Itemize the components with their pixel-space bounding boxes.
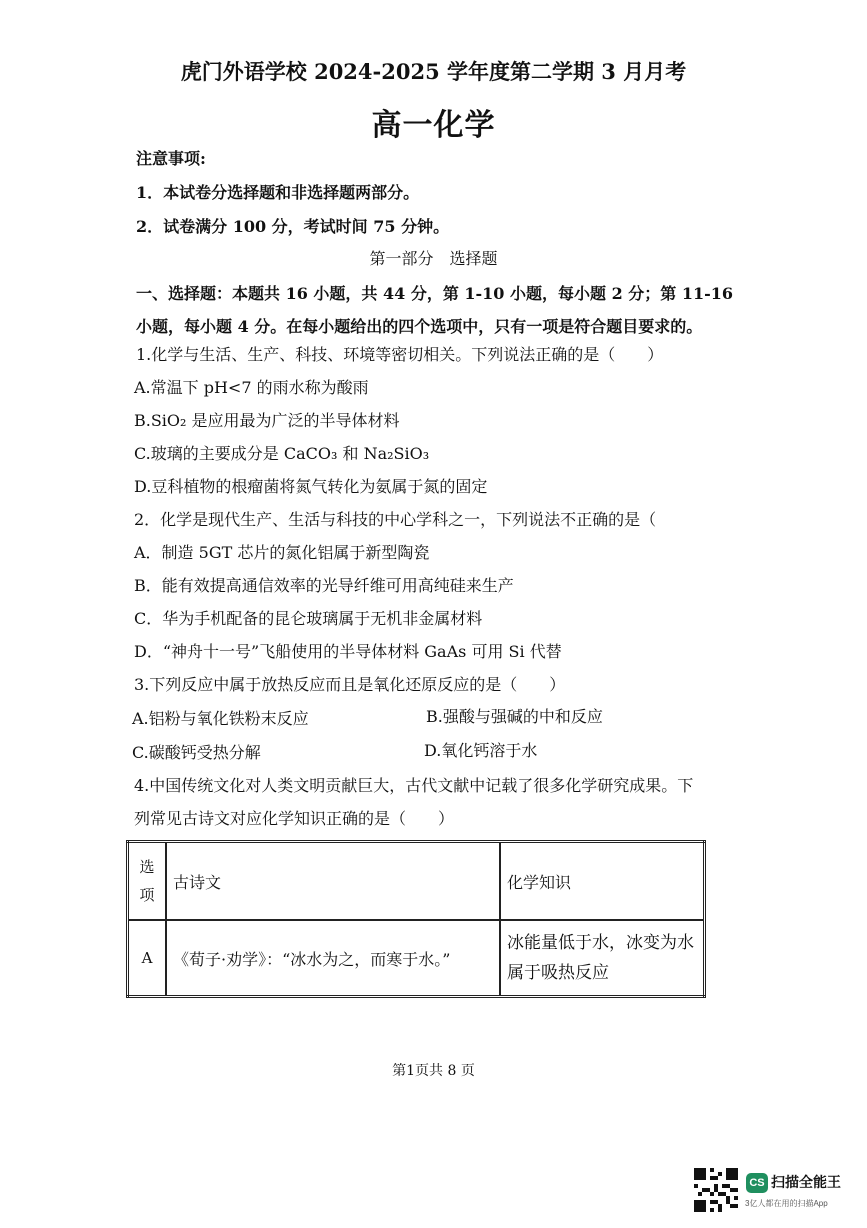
question-4-table: [126, 840, 706, 998]
subject-title: 高一化学: [371, 108, 496, 143]
question-3-option-b: B.强酸与强碱的中和反应: [426, 707, 603, 726]
page-number: 第1页共 8 页: [392, 1063, 475, 1079]
note-item-2: 2．试卷满分 100 分，考试时间 75 分钟。: [136, 217, 450, 236]
question-3-option-c: C.碳酸钙受热分解: [132, 743, 261, 762]
question-2-option-d: D．“神舟十一号”飞船使用的半导体材料 GaAs 可用 Si 代替: [134, 642, 562, 661]
qr-code-icon: [694, 1168, 738, 1212]
notes-heading: 注意事项:: [136, 149, 206, 168]
section-instruction-line2: 小题，每小题 4 分。在每小题给出的四个选项中，只有一项是符合题目要求的。: [136, 317, 703, 336]
table-header-option: 选项: [128, 842, 167, 921]
question-3-option-d: D.氧化钙溶于水: [424, 741, 538, 760]
part-title: 第一部分 选择题: [369, 249, 498, 268]
table-cell-poem: 《荀子·劝学》：“冰水为之，而寒于水。”: [166, 920, 500, 997]
table-header-knowledge: 化学知识: [500, 842, 705, 921]
table-cell-option: A: [128, 920, 167, 997]
question-4-stem-line2: 列常见古诗文对应化学知识正确的是（ ）: [134, 809, 455, 828]
question-2-option-c: C．华为手机配备的昆仑玻璃属于无机非金属材料: [134, 609, 483, 628]
table-row: [128, 920, 705, 997]
question-3-option-a: A.铝粉与氧化铁粉末反应: [132, 709, 309, 728]
question-3-stem: 3.下列反应中属于放热反应而且是氧化还原反应的是（ ）: [134, 675, 566, 694]
section-instruction-line1: 一、选择题：本题共 16 小题，共 44 分，第 1-10 小题，每小题 2 分；第 11-16: [136, 284, 734, 303]
table-header-row: [128, 842, 705, 921]
question-1-option-c: C.玻璃的主要成分是 CaCO₃ 和 Na₂SiO₃: [134, 444, 430, 463]
question-2-option-a: A．制造 5GT 芯片的氮化铝属于新型陶瓷: [134, 543, 430, 562]
camscanner-logo: CS: [746, 1173, 768, 1193]
camscanner-app-name: 扫描全能王: [771, 1174, 841, 1190]
table-header-poem: 古诗文: [166, 842, 500, 921]
question-1-stem: 1.化学与生活、生产、科技、环境等密切相关。下列说法正确的是（ ）: [136, 345, 664, 364]
exam-title: 虎门外语学校 2024-2025 学年度第二学期 3 月月考: [180, 59, 687, 84]
question-1-option-b: B.SiO₂ 是应用最为广泛的半导体材料: [134, 411, 400, 430]
question-2-option-b: B．能有效提高通信效率的光导纤维可用高纯硅来生产: [134, 576, 514, 595]
question-1-option-a: A.常温下 pH<7 的雨水称为酸雨: [134, 378, 369, 397]
table-cell-knowledge: 冰能量低于水，冰变为水属于吸热反应: [500, 920, 705, 997]
question-2-stem: 2．化学是现代生产、生活与科技的中心学科之一，下列说法不正确的是（: [134, 510, 657, 529]
camscanner-slogan: 3亿人都在用的扫描App: [745, 1199, 828, 1208]
note-item-1: 1．本试卷分选择题和非选择题两部分。: [136, 183, 420, 202]
question-4-stem-line1: 4.中国传统文化对人类文明贡献巨大，古代文献中记载了很多化学研究成果。下: [134, 776, 694, 795]
question-1-option-d: D.豆科植物的根瘤菌将氮气转化为氨属于氮的固定: [134, 477, 488, 496]
